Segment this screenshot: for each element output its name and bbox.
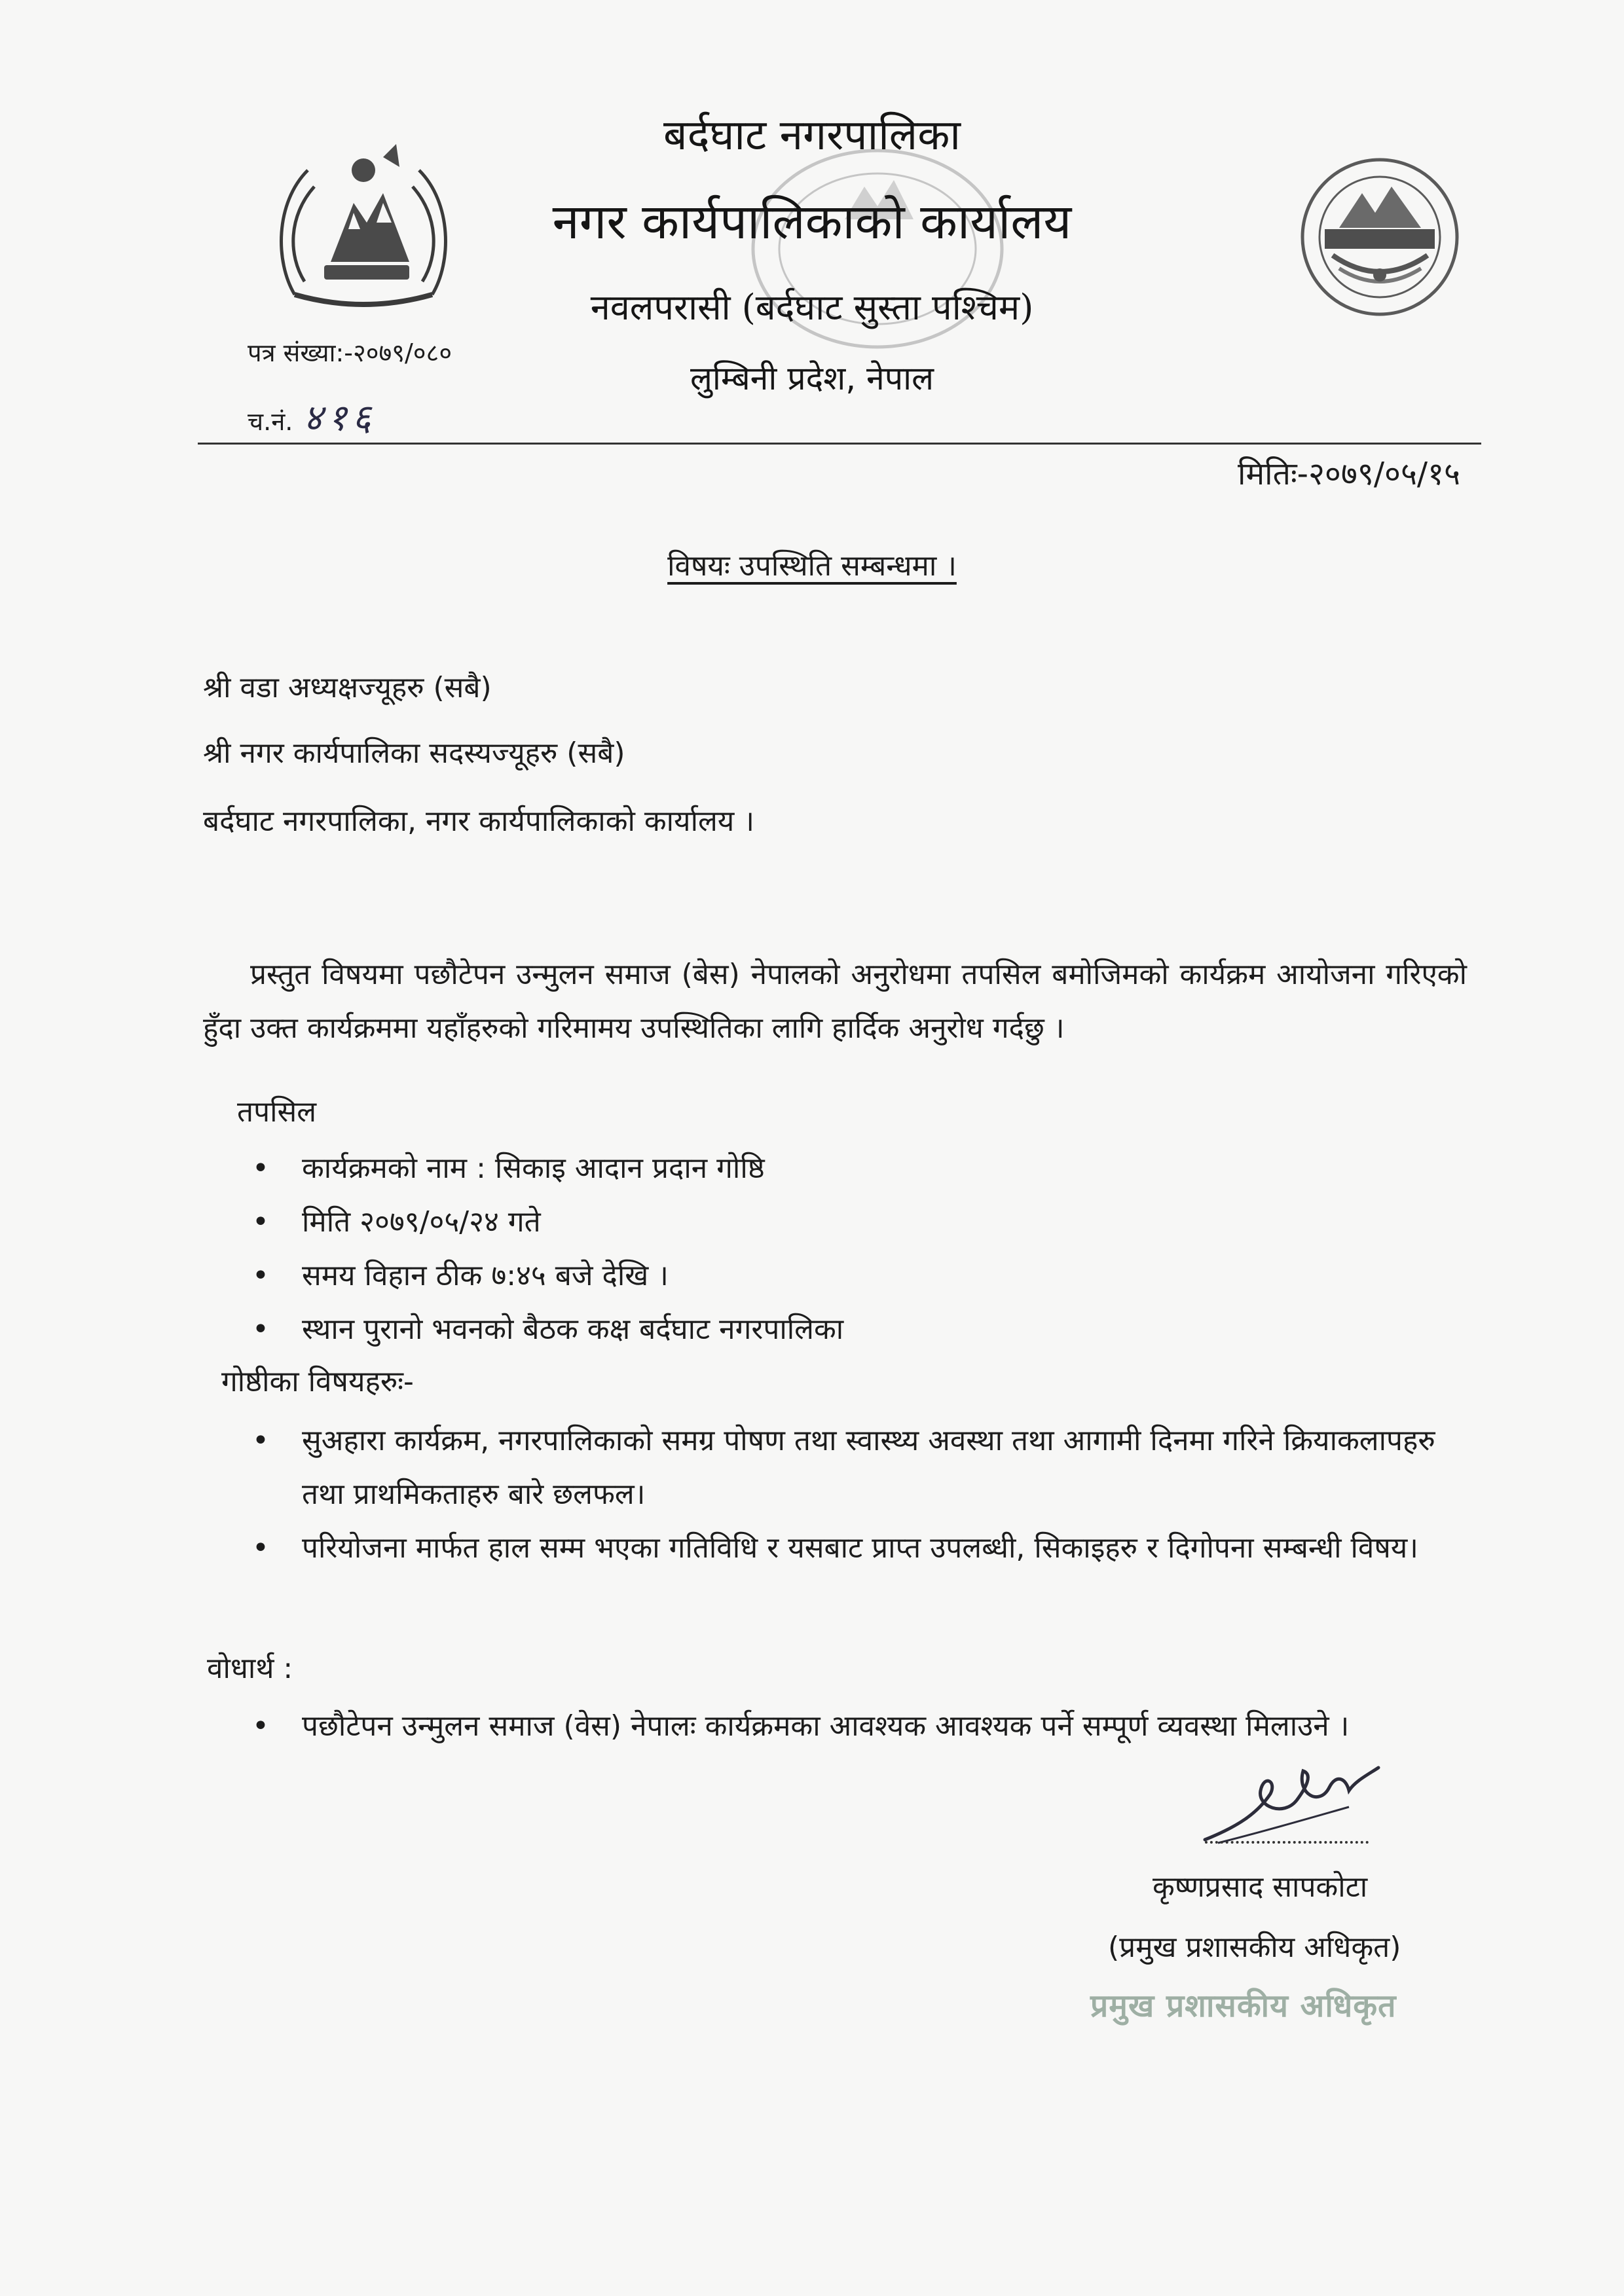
bullet-icon: • [252, 1531, 269, 1565]
bullet-icon: • [252, 1424, 269, 1457]
list-item [252, 1142, 1431, 1195]
detail-venue: स्थान पुरानो भवनको बैठक कक्ष बर्दघाट नगरपालिका [302, 1313, 844, 1346]
topics-list [252, 1414, 1477, 1575]
dispatch-label: च.नं. [248, 407, 293, 436]
details-label: तपसिल [237, 1095, 317, 1129]
dispatch-value: ४१६ [303, 397, 377, 439]
office-name: नगर कार्यपालिकाको कार्यालय [552, 194, 1072, 250]
info-item: पछौटेपन उन्मुलन समाज (वेस) नेपालः कार्यक्रमका आवश्यक आवश्यक पर्ने सम्पूर्ण व्यवस्था मिलाउने । [302, 1709, 1350, 1743]
list-item [252, 1303, 1431, 1357]
topic-item: सुअहारा कार्यक्रम, नगरपालिकाको समग्र पोषण तथा स्वास्थ्य अवस्था तथा आगामी दिनमा गरिने क्रियाकलापहरु तथा प्राथमिकताहरु बारे छलफल। [302, 1424, 1435, 1511]
bullet-icon: • [252, 1313, 269, 1346]
info-list [252, 1700, 1477, 1753]
recipient-line: श्री वडा अध्यक्षज्यूहरु (सबै) [203, 671, 492, 704]
bullet-icon: • [252, 1205, 269, 1239]
signature-line [1205, 1841, 1369, 1844]
office-location: नवलपरासी (बर्दघाट सुस्ता पश्चिम) [590, 287, 1034, 328]
letter-number: पत्र संख्या:-२०७९/०८० [248, 338, 452, 367]
subject-text: विषयः उपस्थिति सम्बन्धमा । [667, 549, 957, 583]
municipality-name: बर्दघाट नगरपालिका [663, 111, 961, 160]
info-label: वोधार्थ : [207, 1652, 293, 1685]
letter-subject [0, 545, 1624, 584]
office-province: लुम्बिनी प्रदेश, नेपाल [690, 359, 934, 397]
designation-stamp: प्रमुख प्रशासकीय अधिकृत [1090, 1988, 1397, 2024]
dispatch-number [248, 392, 377, 441]
bullet-icon: • [252, 1709, 269, 1743]
topics-label: गोष्ठीका विषयहरुः- [221, 1365, 414, 1398]
detail-time: समय विहान ठीक ७:४५ बजे देखि । [302, 1259, 669, 1292]
detail-date: मिति २०७९/०५/२४ गते [302, 1205, 541, 1239]
details-list [252, 1142, 1431, 1357]
topic-item: परियोजना मार्फत हाल सम्म भएका गतिविधि र यसबाट प्राप्त उपलब्धी, सिकाइहरु र दिगोपना सम्बन्धी विषय। [302, 1531, 1418, 1565]
bullet-icon: • [252, 1152, 269, 1185]
list-item [252, 1522, 1477, 1575]
list-item [252, 1249, 1431, 1303]
header-divider [198, 443, 1481, 445]
recipient-line: श्री नगर कार्यपालिका सदस्यज्यूहरु (सबै) [203, 737, 625, 770]
letter-body: प्रस्तुत विषयमा पछौटेपन उन्मुलन समाज (बेस) नेपालको अनुरोधमा तपसिल बमोजिमको कार्यक्रम आयोजना गरिएको हुँदा उक्त कार्यक्रममा यहाँहरुको गरिमामय उपस्थितिका लागि हार्दिक अनुरोध गर्दछु । [203, 958, 1467, 1045]
recipient-line: बर्दघाट नगरपालिका, नगर कार्यपालिकाको कार्यालय । [203, 805, 754, 838]
letter-date: मितिः-२०७९/०५/१५ [1238, 456, 1460, 492]
list-item [252, 1414, 1477, 1522]
signature-icon [1198, 1755, 1395, 1853]
list-item [252, 1700, 1477, 1753]
list-item [252, 1195, 1431, 1249]
signatory-name: कृष्णप्रसाद सापकोटा [1153, 1870, 1368, 1904]
detail-program-name: कार्यक्रमको नाम : सिकाइ आदान प्रदान गोष्ठि [302, 1152, 765, 1185]
signatory-title: (प्रमुख प्रशासकीय अधिकृत) [1108, 1931, 1401, 1964]
bullet-icon: • [252, 1259, 269, 1292]
